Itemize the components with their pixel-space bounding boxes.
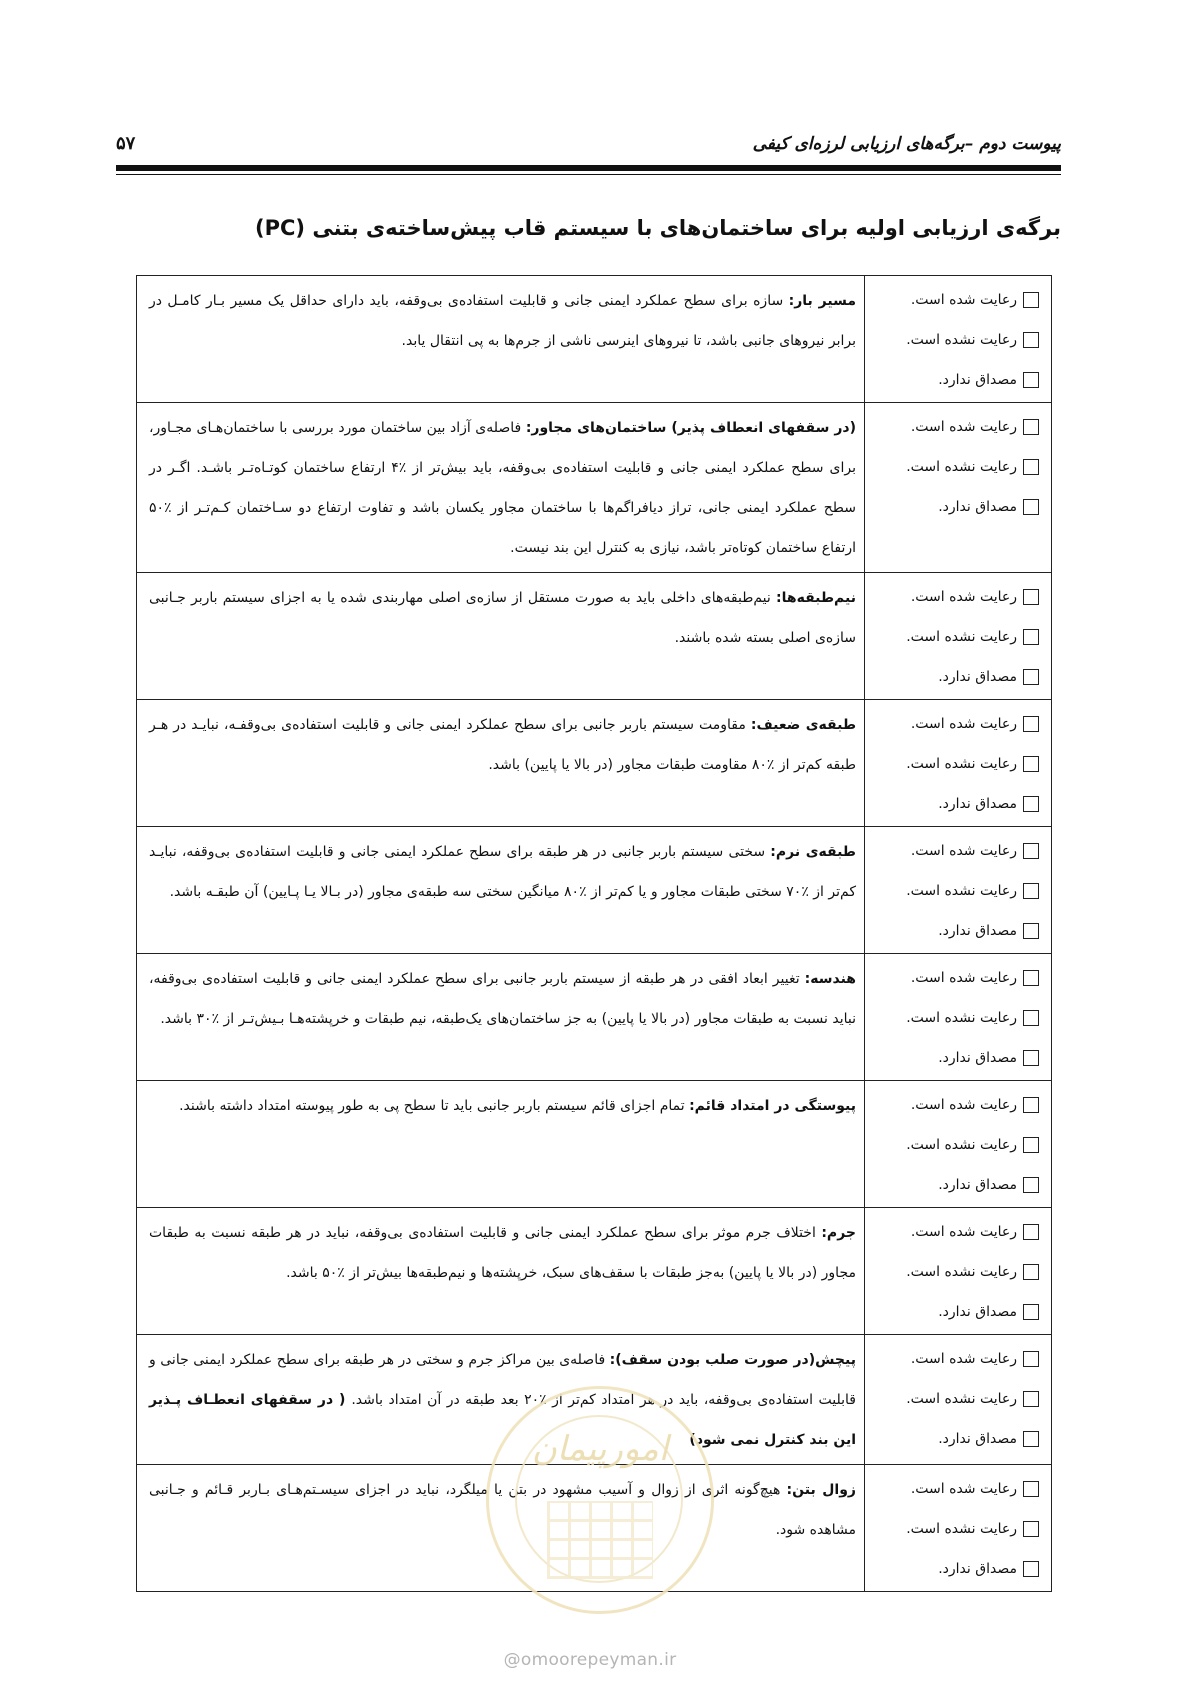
checklist-row <box>137 276 1052 403</box>
checkbox-label: مصداق ندارد. <box>938 1304 1017 1320</box>
checkbox-label: مصداق ندارد. <box>938 1561 1017 1577</box>
criterion-cell <box>137 573 865 700</box>
checkbox-not-complied-option[interactable] <box>871 1509 1039 1549</box>
checkbox-label: رعایت شده است. <box>910 1481 1017 1497</box>
checkbox-label: رعایت شده است. <box>910 292 1017 308</box>
criterion-body: فاصله‌ی بین مراکز جرم و سختی در هر طبقه برای سطح عملکرد ایمنی جانی و قابلیت استفاده‌ی بی‌وقفه، باید در هر امتداد کم‌تر از ٪۲۰ بعد طبقه در آن امتداد باشد. <box>149 1352 856 1408</box>
checkbox-not-complied-option[interactable] <box>871 1379 1039 1419</box>
checkbox[interactable] <box>1023 499 1039 515</box>
criterion-body: فاصله‌ی آزاد بین ساختمان مورد بررسی با ساختمان‌هـای مجـاور، برای سطح عملکرد ایمنی جانی و قابلیت استفاده‌ی بی‌وقفه، باید بیش‌تر از ٪۴ ارتفاع ساختمان کوتـاه‌تـر باشـد. اگـر در سطح عملکرد ایمنی جانی، تراز دیافراگم‌ها با ساختمان مجاور یکسان باشد و تفاوت ارتفاع دو سـاختمان کـم‌تـر از ٪۵۰ ارتفاع ساختمان کوتاه‌تر باشد، نیازی به کنترل این بند نیست. <box>149 420 856 556</box>
checkbox-not-applicable-option[interactable] <box>871 487 1039 527</box>
criterion-cell <box>137 1081 865 1208</box>
checkbox-label: مصداق ندارد. <box>938 499 1017 515</box>
checkbox[interactable] <box>1023 1264 1039 1280</box>
checkbox-label: مصداق ندارد. <box>938 1431 1017 1447</box>
checkbox-complied-option[interactable] <box>871 1469 1039 1509</box>
criterion-body: هیچ‌گونه اثری از زوال و آسیب مشهود در بتن یا میلگرد، نباید در اجزای سیسـتم‌هـای بـاربر قـائم و جـانبی مشاهده شود. <box>149 1482 856 1538</box>
checkbox-label: مصداق ندارد. <box>938 796 1017 812</box>
checkbox-complied-option[interactable] <box>871 577 1039 617</box>
checkbox-label: مصداق ندارد. <box>938 1050 1017 1066</box>
checkbox-not-complied-option[interactable] <box>871 447 1039 487</box>
criterion-text <box>149 832 856 912</box>
checkbox-not-complied-option[interactable] <box>871 617 1039 657</box>
criterion-text <box>149 578 856 658</box>
checkbox[interactable] <box>1023 1304 1039 1320</box>
criterion-text <box>149 959 856 1039</box>
criterion-cell <box>137 1208 865 1335</box>
criterion-label: پیچش(در صورت صلب بودن سقف): <box>609 1352 856 1368</box>
checkbox[interactable] <box>1023 1351 1039 1367</box>
checkbox[interactable] <box>1023 332 1039 348</box>
checkbox-not-applicable-option[interactable] <box>871 784 1039 824</box>
checkbox[interactable] <box>1023 1010 1039 1026</box>
checkbox-label: رعایت شده است. <box>910 419 1017 435</box>
checkbox-complied-option[interactable] <box>871 1339 1039 1379</box>
checkbox-label: رعایت شده است. <box>910 1097 1017 1113</box>
checkbox-label: رعایت نشده است. <box>906 1264 1017 1280</box>
criterion-cell <box>137 954 865 1081</box>
criterion-note: ( در سقفهای انعطـاف پـذیر این بند کنترل نمی شود) <box>149 1392 856 1448</box>
checkbox-label: رعایت شده است. <box>910 843 1017 859</box>
checklist-row <box>137 403 1052 573</box>
criterion-body: اختلاف جرم موثر برای سطح عملکرد ایمنی جانی و قابلیت استفاده‌ی بی‌وقفه، نباید در هر طبقه نسبت به طبقات مجاور (در بالا یا پایین) به‌جز طبقات با سقف‌های سبک، خرپشته‌ها و نیم‌طبقه‌ها بیش‌تر از ٪۵۰ باشد. <box>149 1225 856 1281</box>
checkbox[interactable] <box>1023 756 1039 772</box>
checkbox[interactable] <box>1023 459 1039 475</box>
criterion-label: پیوستگی در امتداد قائم: <box>689 1098 856 1114</box>
checkbox[interactable] <box>1023 372 1039 388</box>
checkbox-label: رعایت نشده است. <box>906 1521 1017 1537</box>
checkbox-not-complied-option[interactable] <box>871 998 1039 1038</box>
checkbox-complied-option[interactable] <box>871 1212 1039 1252</box>
checkbox[interactable] <box>1023 1431 1039 1447</box>
checkbox-label: رعایت نشده است. <box>906 1010 1017 1026</box>
checkbox-label: رعایت نشده است. <box>906 332 1017 348</box>
options-cell <box>865 1465 1052 1592</box>
checkbox-not-complied-option[interactable] <box>871 320 1039 360</box>
criterion-text <box>149 705 856 785</box>
running-title: پیوست دوم –برگه‌های ارزیابی لرزه‌ای کیفی <box>752 134 1061 154</box>
checklist-row <box>137 1081 1052 1208</box>
checklist-row <box>137 1208 1052 1335</box>
checkbox-label: رعایت نشده است. <box>906 1391 1017 1407</box>
checkbox[interactable] <box>1023 716 1039 732</box>
checkbox-not-applicable-option[interactable] <box>871 360 1039 400</box>
checkbox-not-applicable-option[interactable] <box>871 1038 1039 1078</box>
criterion-label: طبقه‌ی نرم: <box>770 844 856 860</box>
checkbox[interactable] <box>1023 1561 1039 1577</box>
checkbox[interactable] <box>1023 1050 1039 1066</box>
checkbox-not-complied-option[interactable] <box>871 1252 1039 1292</box>
checkbox-label: رعایت شده است. <box>910 970 1017 986</box>
checkbox[interactable] <box>1023 1177 1039 1193</box>
checkbox-not-complied-option[interactable] <box>871 744 1039 784</box>
header-rule-thin <box>116 174 1061 175</box>
criterion-label: مسیر بار: <box>788 293 856 309</box>
options-cell <box>865 1081 1052 1208</box>
checkbox-label: مصداق ندارد. <box>938 372 1017 388</box>
criterion-label: نیم‌طبقه‌ها: <box>776 590 856 606</box>
options-cell <box>865 700 1052 827</box>
checkbox[interactable] <box>1023 1521 1039 1537</box>
checkbox[interactable] <box>1023 843 1039 859</box>
criterion-label: (در سقفهای انعطاف پذیر) ساختمان‌های مجاور: <box>525 420 856 436</box>
criterion-body: مقاومت سیستم باربر جانبی برای سطح عملکرد ایمنی جانی و قابلیت استفاده‌ی بی‌وقفـه، نبایـد در هـر طبقه کم‌تر از ٪۸۰ مقاومت طبقات مجاور (در بالا یا پایین) باشد. <box>149 717 856 773</box>
options-cell <box>865 1208 1052 1335</box>
criterion-cell <box>137 700 865 827</box>
checkbox-complied-option[interactable] <box>871 407 1039 447</box>
criterion-label: هندسه: <box>804 971 856 987</box>
options-cell <box>865 827 1052 954</box>
options-cell <box>865 1335 1052 1465</box>
criterion-text <box>149 408 856 568</box>
watermark-grid-icon <box>547 1501 653 1579</box>
criterion-text <box>149 1086 856 1126</box>
checklist-row <box>137 954 1052 1081</box>
header-rule-thick <box>116 165 1061 171</box>
checkbox-label: رعایت نشده است. <box>906 756 1017 772</box>
checkbox[interactable] <box>1023 629 1039 645</box>
checkbox[interactable] <box>1023 669 1039 685</box>
criterion-label: زوال بتن: <box>786 1482 856 1498</box>
checkbox-not-applicable-option[interactable] <box>871 1165 1039 1205</box>
checkbox-not-applicable-option[interactable] <box>871 911 1039 951</box>
criterion-body: سازه برای سطح عملکرد ایمنی جانی و قابلیت استفاده‌ی بی‌وقفه، باید دارای حداقل یک مسیر بـار کامـل در برابر نیروهای جانبی باشد، تا نیروهای اینرسی ناشی از جرم‌ها به پی انتقال یابد. <box>149 293 856 349</box>
checkbox-label: مصداق ندارد. <box>938 669 1017 685</box>
criterion-body: تغییر ابعاد افقی در هر طبقه از سیستم باربر جانبی برای سطح عملکرد ایمنی جانی و قابلیت استفاده‌ی بی‌وقفه، نباید نسبت به طبقات مجاور (در بالا یا پایین) به جز ساختمان‌های یک‌طبقه، نیم طبقات و خرپشته‌هـا بـیش‌تـر از ٪۳۰ باشد. <box>149 971 856 1027</box>
checkbox[interactable] <box>1023 796 1039 812</box>
watermark-url: @omoorepeyman.ir <box>503 1650 677 1670</box>
checkbox[interactable] <box>1023 1391 1039 1407</box>
checkbox-label: رعایت شده است. <box>910 589 1017 605</box>
checkbox-label: رعایت نشده است. <box>906 1137 1017 1153</box>
watermark-logo <box>486 1386 714 1614</box>
checkbox[interactable] <box>1023 292 1039 308</box>
checkbox-not-complied-option[interactable] <box>871 871 1039 911</box>
criterion-body: تمام اجزای قائم سیستم باربر جانبی باید تا سطح پی به طور پیوسته امتداد داشته باشند. <box>179 1098 690 1114</box>
checkbox-not-applicable-option[interactable] <box>871 1419 1039 1459</box>
checkbox-not-applicable-option[interactable] <box>871 657 1039 697</box>
page-title: برگه‌ی ارزیابی اولیه برای ساختمان‌های با سیستم قاب پیش‌ساخته‌ی بتنی (PC) <box>255 216 1061 240</box>
checkbox[interactable] <box>1023 970 1039 986</box>
checkbox-label: رعایت نشده است. <box>906 459 1017 475</box>
checkbox[interactable] <box>1023 589 1039 605</box>
watermark-text: امورپیمان <box>531 1429 669 1469</box>
checkbox-label: رعایت شده است. <box>910 1224 1017 1240</box>
checkbox-label: رعایت شده است. <box>910 1351 1017 1367</box>
checklist-row <box>137 700 1052 827</box>
checkbox[interactable] <box>1023 419 1039 435</box>
checkbox[interactable] <box>1023 1481 1039 1497</box>
checkbox-label: رعایت نشده است. <box>906 629 1017 645</box>
criterion-body: نیم‌طبقه‌های داخلی باید به صورت مستقل از سازه‌ی اصلی مهاربندی شده یا به اجزای سیستم باربر جـانبی سازه‌ی اصلی بسته شده باشند. <box>149 590 856 646</box>
criterion-cell <box>137 403 865 573</box>
checkbox-label: مصداق ندارد. <box>938 1177 1017 1193</box>
checkbox-complied-option[interactable] <box>871 1085 1039 1125</box>
checkbox-complied-option[interactable] <box>871 280 1039 320</box>
options-cell <box>865 403 1052 573</box>
checkbox[interactable] <box>1023 923 1039 939</box>
checkbox-label: رعایت شده است. <box>910 716 1017 732</box>
criterion-body: سختی سیستم باربر جانبی در هر طبقه برای سطح عملکرد ایمنی جانی و قابلیت استفاده‌ی بی‌وقفه، نبایـد کم‌تر از ٪۷۰ سختی طبقات مجاور و یا کم‌تر از ٪۸۰ میانگین سختی سه طبقه‌ی مجاور (در بـالا یـا پـایین) آن طبقـه باشد. <box>149 844 856 900</box>
checkbox[interactable] <box>1023 883 1039 899</box>
criterion-label: طبقه‌ی ضعیف: <box>750 717 857 733</box>
criterion-text <box>149 281 856 361</box>
checkbox-complied-option[interactable] <box>871 704 1039 744</box>
criterion-cell <box>137 276 865 403</box>
checkbox[interactable] <box>1023 1137 1039 1153</box>
checkbox-not-applicable-option[interactable] <box>871 1549 1039 1589</box>
options-cell <box>865 954 1052 1081</box>
checkbox-label: رعایت نشده است. <box>906 883 1017 899</box>
options-cell <box>865 276 1052 403</box>
checkbox-not-complied-option[interactable] <box>871 1125 1039 1165</box>
checkbox-complied-option[interactable] <box>871 958 1039 998</box>
options-cell <box>865 573 1052 700</box>
checkbox[interactable] <box>1023 1224 1039 1240</box>
checkbox[interactable] <box>1023 1097 1039 1113</box>
checklist-row <box>137 573 1052 700</box>
criterion-cell <box>137 827 865 954</box>
checkbox-not-applicable-option[interactable] <box>871 1292 1039 1332</box>
page-number: ۵۷ <box>116 133 136 154</box>
running-header <box>116 128 1061 154</box>
criterion-text <box>149 1213 856 1293</box>
checkbox-label: مصداق ندارد. <box>938 923 1017 939</box>
checkbox-complied-option[interactable] <box>871 831 1039 871</box>
checklist-row <box>137 827 1052 954</box>
criterion-label: جرم: <box>821 1225 856 1241</box>
